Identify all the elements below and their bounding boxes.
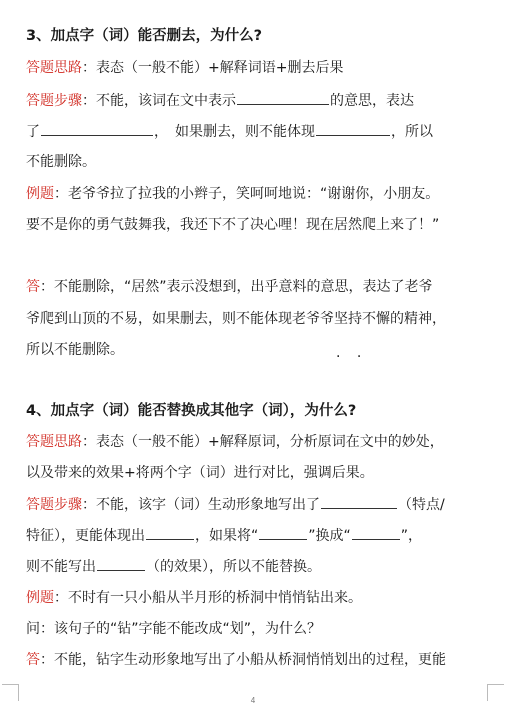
answer-label: 答 [26, 652, 40, 668]
sec3-thinking-line [26, 58, 488, 78]
answer-text: ：不能，钻字生动形象地写出了小船从桥洞悄悄划出的过程，更能 [40, 652, 446, 668]
blank-effect [97, 556, 145, 571]
example-label: 例题 [26, 186, 54, 202]
sec3-steps-line-1 [26, 90, 488, 111]
sec4-example-line [26, 588, 488, 608]
page-number: 4 [250, 696, 256, 705]
sec4-steps-line-3 [26, 556, 488, 577]
sec4-steps-line-2 [26, 525, 488, 546]
sec3-example-line-1 [26, 184, 488, 204]
steps-text: 特征），更能体现出 [26, 528, 145, 544]
steps-text: ”换成“ [308, 528, 351, 544]
thinking-label: 答题思路 [26, 434, 82, 450]
thinking-label: 答题思路 [26, 60, 82, 76]
answer-text: ：不能删除，“居然”表示没想到，出乎意料的意思，表达了老爷 [40, 279, 433, 295]
example-label: 例题 [26, 590, 54, 606]
sec3-steps-line-3: 不能删除。 [26, 154, 96, 170]
sec3-steps-line-2 [26, 121, 488, 142]
sec4-thinking-line-1 [26, 432, 488, 452]
steps-label: 答题步骤 [26, 497, 82, 513]
blank-reflect [316, 121, 390, 136]
steps-text: （特点/ [398, 497, 445, 513]
section-3-heading: 3、加点字（词）能否删去，为什么? [26, 28, 262, 44]
blank-meaning [237, 90, 329, 105]
blank-replacement-word [352, 525, 400, 540]
section-4-heading: 4、加点字（词）能否替换成其他字（词），为什么? [26, 403, 357, 419]
steps-text: 了 [26, 124, 40, 140]
example-text: ：老爷爷拉了拉我的小辫子，笑呵呵地说：“谢谢你，小朋友。 [54, 186, 440, 202]
stray-dots: . . [336, 345, 368, 361]
steps-text: 则不能写出 [26, 559, 96, 575]
sec3-example-line-2: 要不是你的勇气鼓舞我，我还下不了决心哩！现在居然爬上来了！” [26, 217, 440, 233]
example-text: ：不时有一只小船从半月形的桥洞中悄悄钻出来。 [54, 590, 362, 606]
steps-text: （的效果），所以不能替换。 [146, 559, 321, 575]
thinking-text: ：表态（一般不能）+解释原词，分析原词在文中的妙处， [82, 434, 444, 450]
blank-original-word [259, 525, 307, 540]
sec4-answer-line [26, 650, 488, 670]
sec3-answer-line-1 [26, 277, 488, 297]
steps-text: ，所以 [391, 124, 433, 140]
sec4-thinking-line-2: 以及带来的效果+将两个字（词）进行对比，强调后果。 [26, 465, 374, 481]
steps-text: 的意思，表达 [330, 93, 414, 109]
steps-text: ，如果将“ [195, 528, 259, 544]
sec4-steps-line-1 [26, 494, 488, 515]
answer-label: 答 [26, 279, 40, 295]
blank-feature [321, 494, 397, 509]
sec4-question-line: 问：该句子的“钻”字能不能改成“划”，为什么？ [26, 621, 322, 637]
steps-text: ：不能，该字（词）生动形象地写出了 [82, 497, 320, 513]
steps-text: ， 如果删去，则不能体现 [154, 124, 315, 140]
blank-show [146, 525, 194, 540]
thinking-text: ：表态（一般不能）+解释词语+删去后果 [82, 60, 344, 76]
sec3-answer-line-3: 所以不能删除。 [26, 342, 124, 358]
blank-express [41, 121, 153, 136]
steps-label: 答题步骤 [26, 93, 82, 109]
sec3-answer-line-2: 爷爬到山顶的不易，如果删去，则不能体现老爷爷坚持不懈的精神， [26, 311, 446, 327]
steps-text: ：不能，该词在文中表示 [82, 93, 236, 109]
steps-text: ”， [400, 528, 423, 544]
